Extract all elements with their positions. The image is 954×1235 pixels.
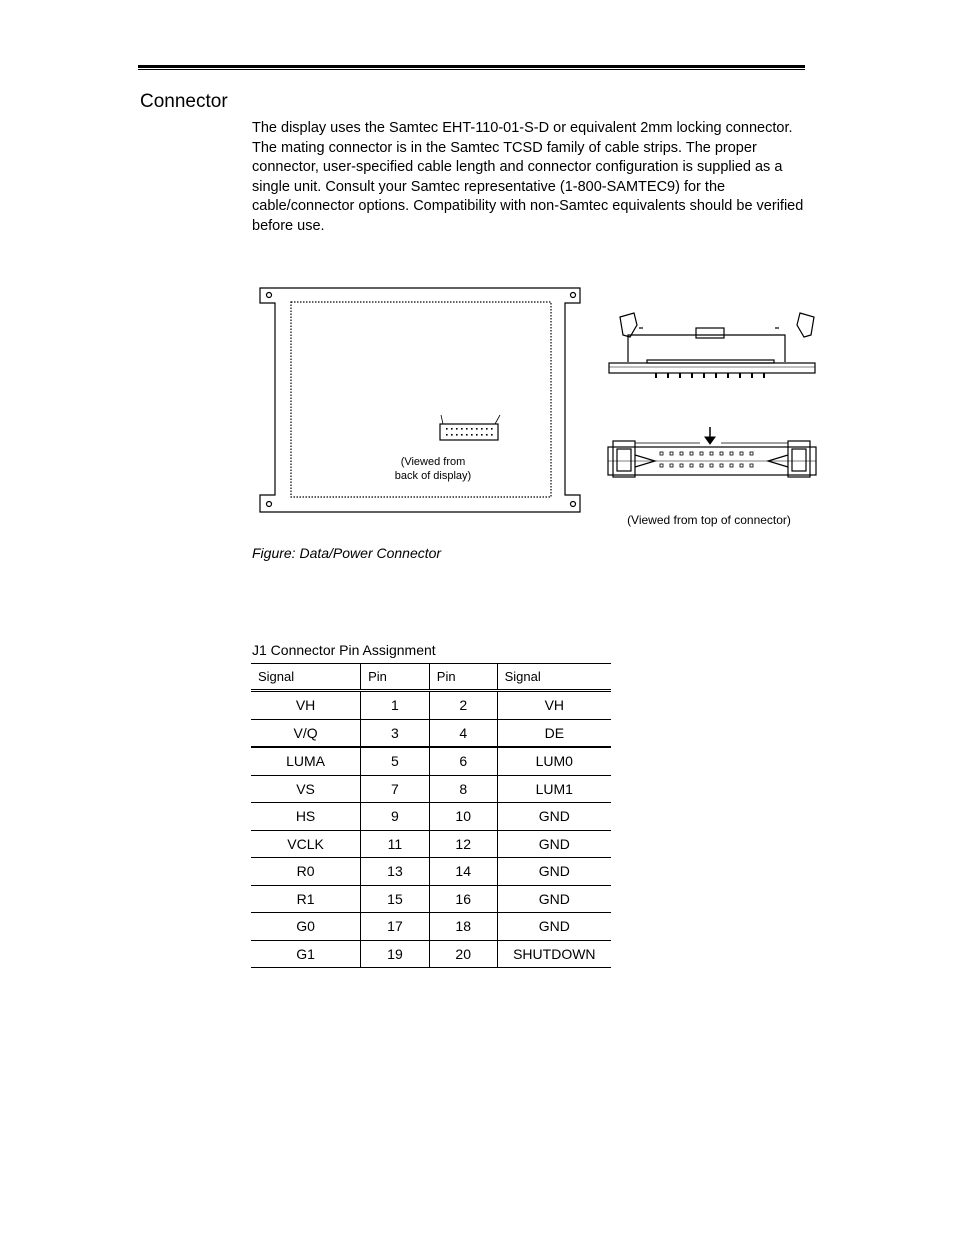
table-row [251, 913, 611, 941]
table-header-row [251, 664, 611, 691]
signal-cell: SHUTDOWN [497, 940, 611, 968]
signal-cell: GND [497, 885, 611, 913]
pin-cell: 13 [361, 858, 430, 886]
pin-cell: 12 [429, 830, 497, 858]
pin-assignment-table [251, 663, 611, 968]
table-row [251, 719, 611, 747]
signal-cell: HS [251, 803, 361, 831]
pin-cell: 17 [361, 913, 430, 941]
signal-cell: GND [497, 803, 611, 831]
signal-cell: LUM0 [497, 747, 611, 775]
table-row [251, 775, 611, 803]
pin-cell: 2 [429, 691, 497, 720]
signal-cell: GND [497, 913, 611, 941]
pin-cell: 15 [361, 885, 430, 913]
signal-cell: G0 [251, 913, 361, 941]
signal-cell: VCLK [251, 830, 361, 858]
pin-cell: 11 [361, 830, 430, 858]
pin-cell: 5 [361, 747, 430, 775]
back-view-label-2: back of display) [394, 470, 472, 482]
figure-caption: Figure: Data/Power Connector [252, 545, 442, 561]
pin-cell: 10 [429, 803, 497, 831]
pin-cell: 19 [361, 940, 430, 968]
signal-cell: VH [497, 691, 611, 720]
signal-cell: DE [497, 719, 611, 747]
header-signal-right: Signal [497, 664, 611, 691]
signal-cell: R1 [251, 885, 361, 913]
pin-cell: 6 [429, 747, 497, 775]
down-arrow-icon [705, 427, 715, 444]
header-pin-left: Pin [361, 664, 430, 691]
signal-cell: V/Q [251, 719, 361, 747]
section-heading: Connector [140, 91, 228, 112]
table-row [251, 747, 611, 775]
signal-cell: LUM1 [497, 775, 611, 803]
pin-cell: 1 [361, 691, 430, 720]
side-view-pins [655, 373, 765, 378]
pin-cell: 9 [361, 803, 430, 831]
section-body: The display uses the Samtec EHT-110-01-S-D or equivalent 2mm locking connector. The mating connector is in the Samtec TCSD family of cable strips. The proper connector, user-specified cable length and connector configuration is supplied as a single unit. Consult your Samtec representative (1-800-SAMTEC9) for the cable/connector options. Compatibility with non-Samtec equivalents should be verified before use. [252, 120, 804, 234]
top-view-label: (Viewed from top of connector) [627, 513, 791, 527]
pin-cell: 18 [429, 913, 497, 941]
pin-cell: 7 [361, 775, 430, 803]
pin-cell: 8 [429, 775, 497, 803]
table-row [251, 858, 611, 886]
connector-figure [255, 283, 820, 533]
table-row [251, 691, 611, 720]
signal-cell: G1 [251, 940, 361, 968]
signal-cell: R0 [251, 858, 361, 886]
pin-cell: 4 [429, 719, 497, 747]
signal-cell: LUMA [251, 747, 361, 775]
header-signal-left: Signal [251, 664, 361, 691]
header-pin-right: Pin [429, 664, 497, 691]
table-row [251, 803, 611, 831]
pin-cell: 3 [361, 719, 430, 747]
rear-connector-pins [446, 428, 493, 436]
pin-cell: 20 [429, 940, 497, 968]
table-title: J1 Connector Pin Assignment [252, 642, 436, 658]
pin-cell: 14 [429, 858, 497, 886]
signal-cell: VS [251, 775, 361, 803]
connector-side-view [609, 313, 815, 373]
back-view-label-1: (Viewed from [400, 456, 466, 468]
top-view-pins [660, 452, 753, 467]
header-rule [138, 65, 805, 68]
pin-cell: 16 [429, 885, 497, 913]
signal-cell: GND [497, 858, 611, 886]
table-row [251, 885, 611, 913]
table-row [251, 830, 611, 858]
table-row [251, 940, 611, 968]
connector-top-view [608, 441, 816, 477]
header-rule-thin [138, 69, 805, 70]
signal-cell: VH [251, 691, 361, 720]
signal-cell: GND [497, 830, 611, 858]
